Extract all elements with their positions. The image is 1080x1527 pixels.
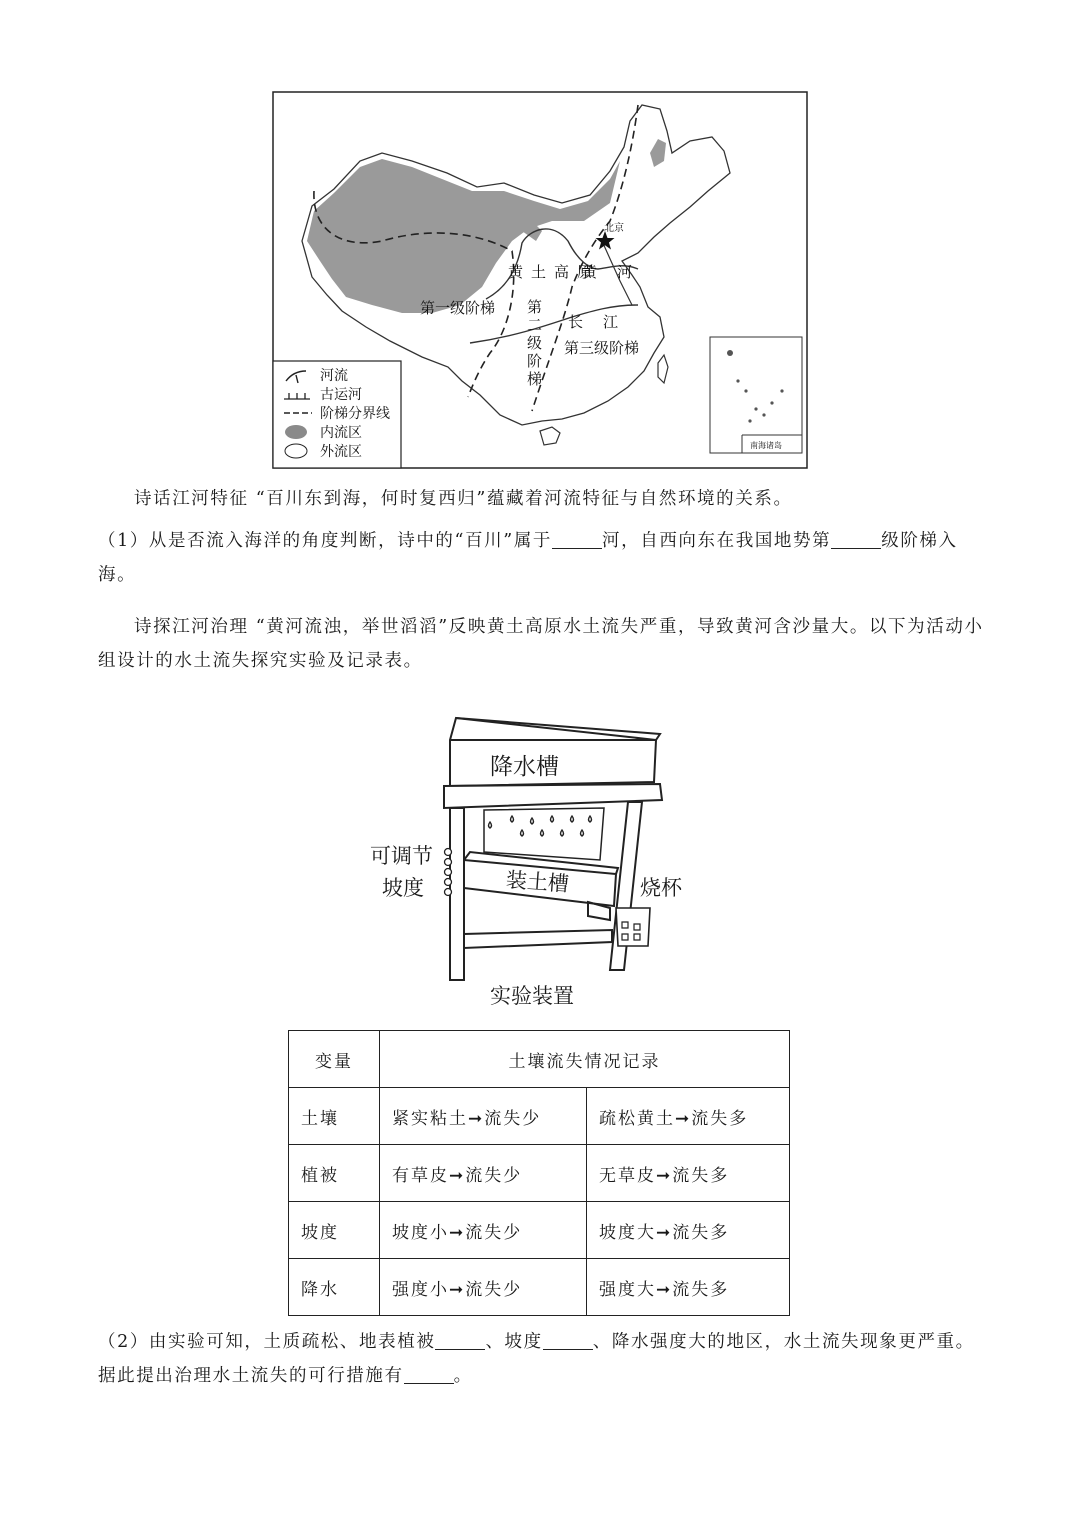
map-label-step-2: 第二级阶梯 — [525, 299, 543, 389]
legend-item-river: 河流 — [320, 368, 348, 384]
label-adjust-slope-line2: 坡度 — [382, 877, 424, 900]
question-2 — [98, 1325, 988, 1393]
table-cell: 坡度大➞流失多 — [587, 1202, 790, 1259]
question-1-part-a: （1）从是否流入海洋的角度判断，诗中的“百川”属于 — [98, 531, 553, 551]
question-2-part-a: （2）由实验可知，土质疏松、地表植被 — [98, 1332, 436, 1352]
soil-loss-record-table — [288, 1030, 790, 1316]
legend-interior-icon — [285, 425, 307, 439]
answer-blank-4[interactable] — [543, 1329, 593, 1350]
table-cell: 无草皮➞流失多 — [587, 1145, 790, 1202]
answer-blank-2[interactable] — [831, 528, 881, 549]
inset-label-south-china-sea: 南海诸岛 — [750, 441, 782, 450]
table-cell: 强度小➞流失少 — [380, 1259, 587, 1316]
table-cell: 坡度小➞流失少 — [380, 1202, 587, 1259]
map-label-loess-plateau: 黄土高原 — [508, 263, 601, 281]
question-1 — [98, 524, 988, 592]
question-2-part-b: 、坡度 — [485, 1332, 543, 1352]
question-2-part-d: 。 — [453, 1366, 473, 1386]
table-row — [289, 1088, 790, 1145]
table-cell: 有草皮➞流失少 — [380, 1145, 587, 1202]
map-label-step-3: 第三级阶梯 — [564, 339, 640, 357]
answer-blank-5[interactable] — [404, 1363, 454, 1384]
bottom-frame — [464, 930, 612, 948]
table-cell: 土壤 — [289, 1088, 380, 1145]
label-adjust-slope-line1: 可调节 — [370, 845, 433, 868]
label-soil-tank: 装土槽 — [505, 868, 570, 897]
answer-blank-3[interactable] — [435, 1329, 485, 1350]
table-cell: 疏松黄土➞流失多 — [587, 1088, 790, 1145]
legend-item-canal: 古运河 — [320, 387, 362, 403]
question-1-part-c: 级阶梯入海。 — [98, 531, 958, 585]
intro-paragraph-1 — [98, 482, 988, 516]
table-row — [289, 1259, 790, 1316]
table-cell: 降水 — [289, 1259, 380, 1316]
header-variable: 变量 — [289, 1031, 380, 1088]
question-1-part-b: 河，自西向东在我国地势第 — [602, 531, 832, 551]
answer-blank-1[interactable] — [552, 528, 602, 549]
intro-text-2: 诗探江河治理 “黄河流浊，举世滔滔”反映黄土高原水土流失严重，导致黄河含沙量大。以下为活动小组设计的水土流失探究实验及记录表。 — [98, 617, 984, 671]
table-cell: 坡度 — [289, 1202, 380, 1259]
label-beaker: 烧杯 — [640, 877, 682, 900]
intro-paragraph-2 — [98, 610, 988, 678]
legend-item-boundary: 阶梯分界线 — [320, 406, 390, 422]
table-cell: 强度大➞流失多 — [587, 1259, 790, 1316]
map-label-beijing: 北京 — [604, 223, 624, 234]
question-2-part-c: 、降水强度大的地区，水土流失现象更严重。据此提出治理水土流失的可行措施有 — [98, 1332, 975, 1386]
table-cell: 植被 — [289, 1145, 380, 1202]
table-header-row — [289, 1031, 790, 1088]
china-terrain-map — [272, 91, 808, 469]
map-label-step-1: 第一级阶梯 — [420, 299, 496, 317]
table-row — [289, 1145, 790, 1202]
map-label-yangtze: 长江 — [568, 313, 639, 331]
left-leg — [450, 808, 464, 980]
apparatus-caption: 实验装置 — [490, 985, 574, 1008]
south-china-sea-inset — [710, 337, 802, 453]
legend-exterior-icon — [285, 444, 307, 458]
map-label-yellow-river: 黄河 — [582, 263, 653, 281]
table-cell: 紧实粘土➞流失少 — [380, 1088, 587, 1145]
label-rain-tank: 降水槽 — [490, 753, 559, 779]
table-row — [289, 1202, 790, 1259]
legend-item-interior: 内流区 — [320, 425, 362, 441]
legend-item-exterior: 外流区 — [320, 444, 362, 460]
header-record: 土壤流失情况记录 — [380, 1031, 790, 1088]
intro-text-1: 诗话江河特征 “百川东到海，何时复西归”蕴藏着河流特征与自然环境的关系。 — [134, 489, 793, 509]
beaker — [616, 908, 650, 946]
